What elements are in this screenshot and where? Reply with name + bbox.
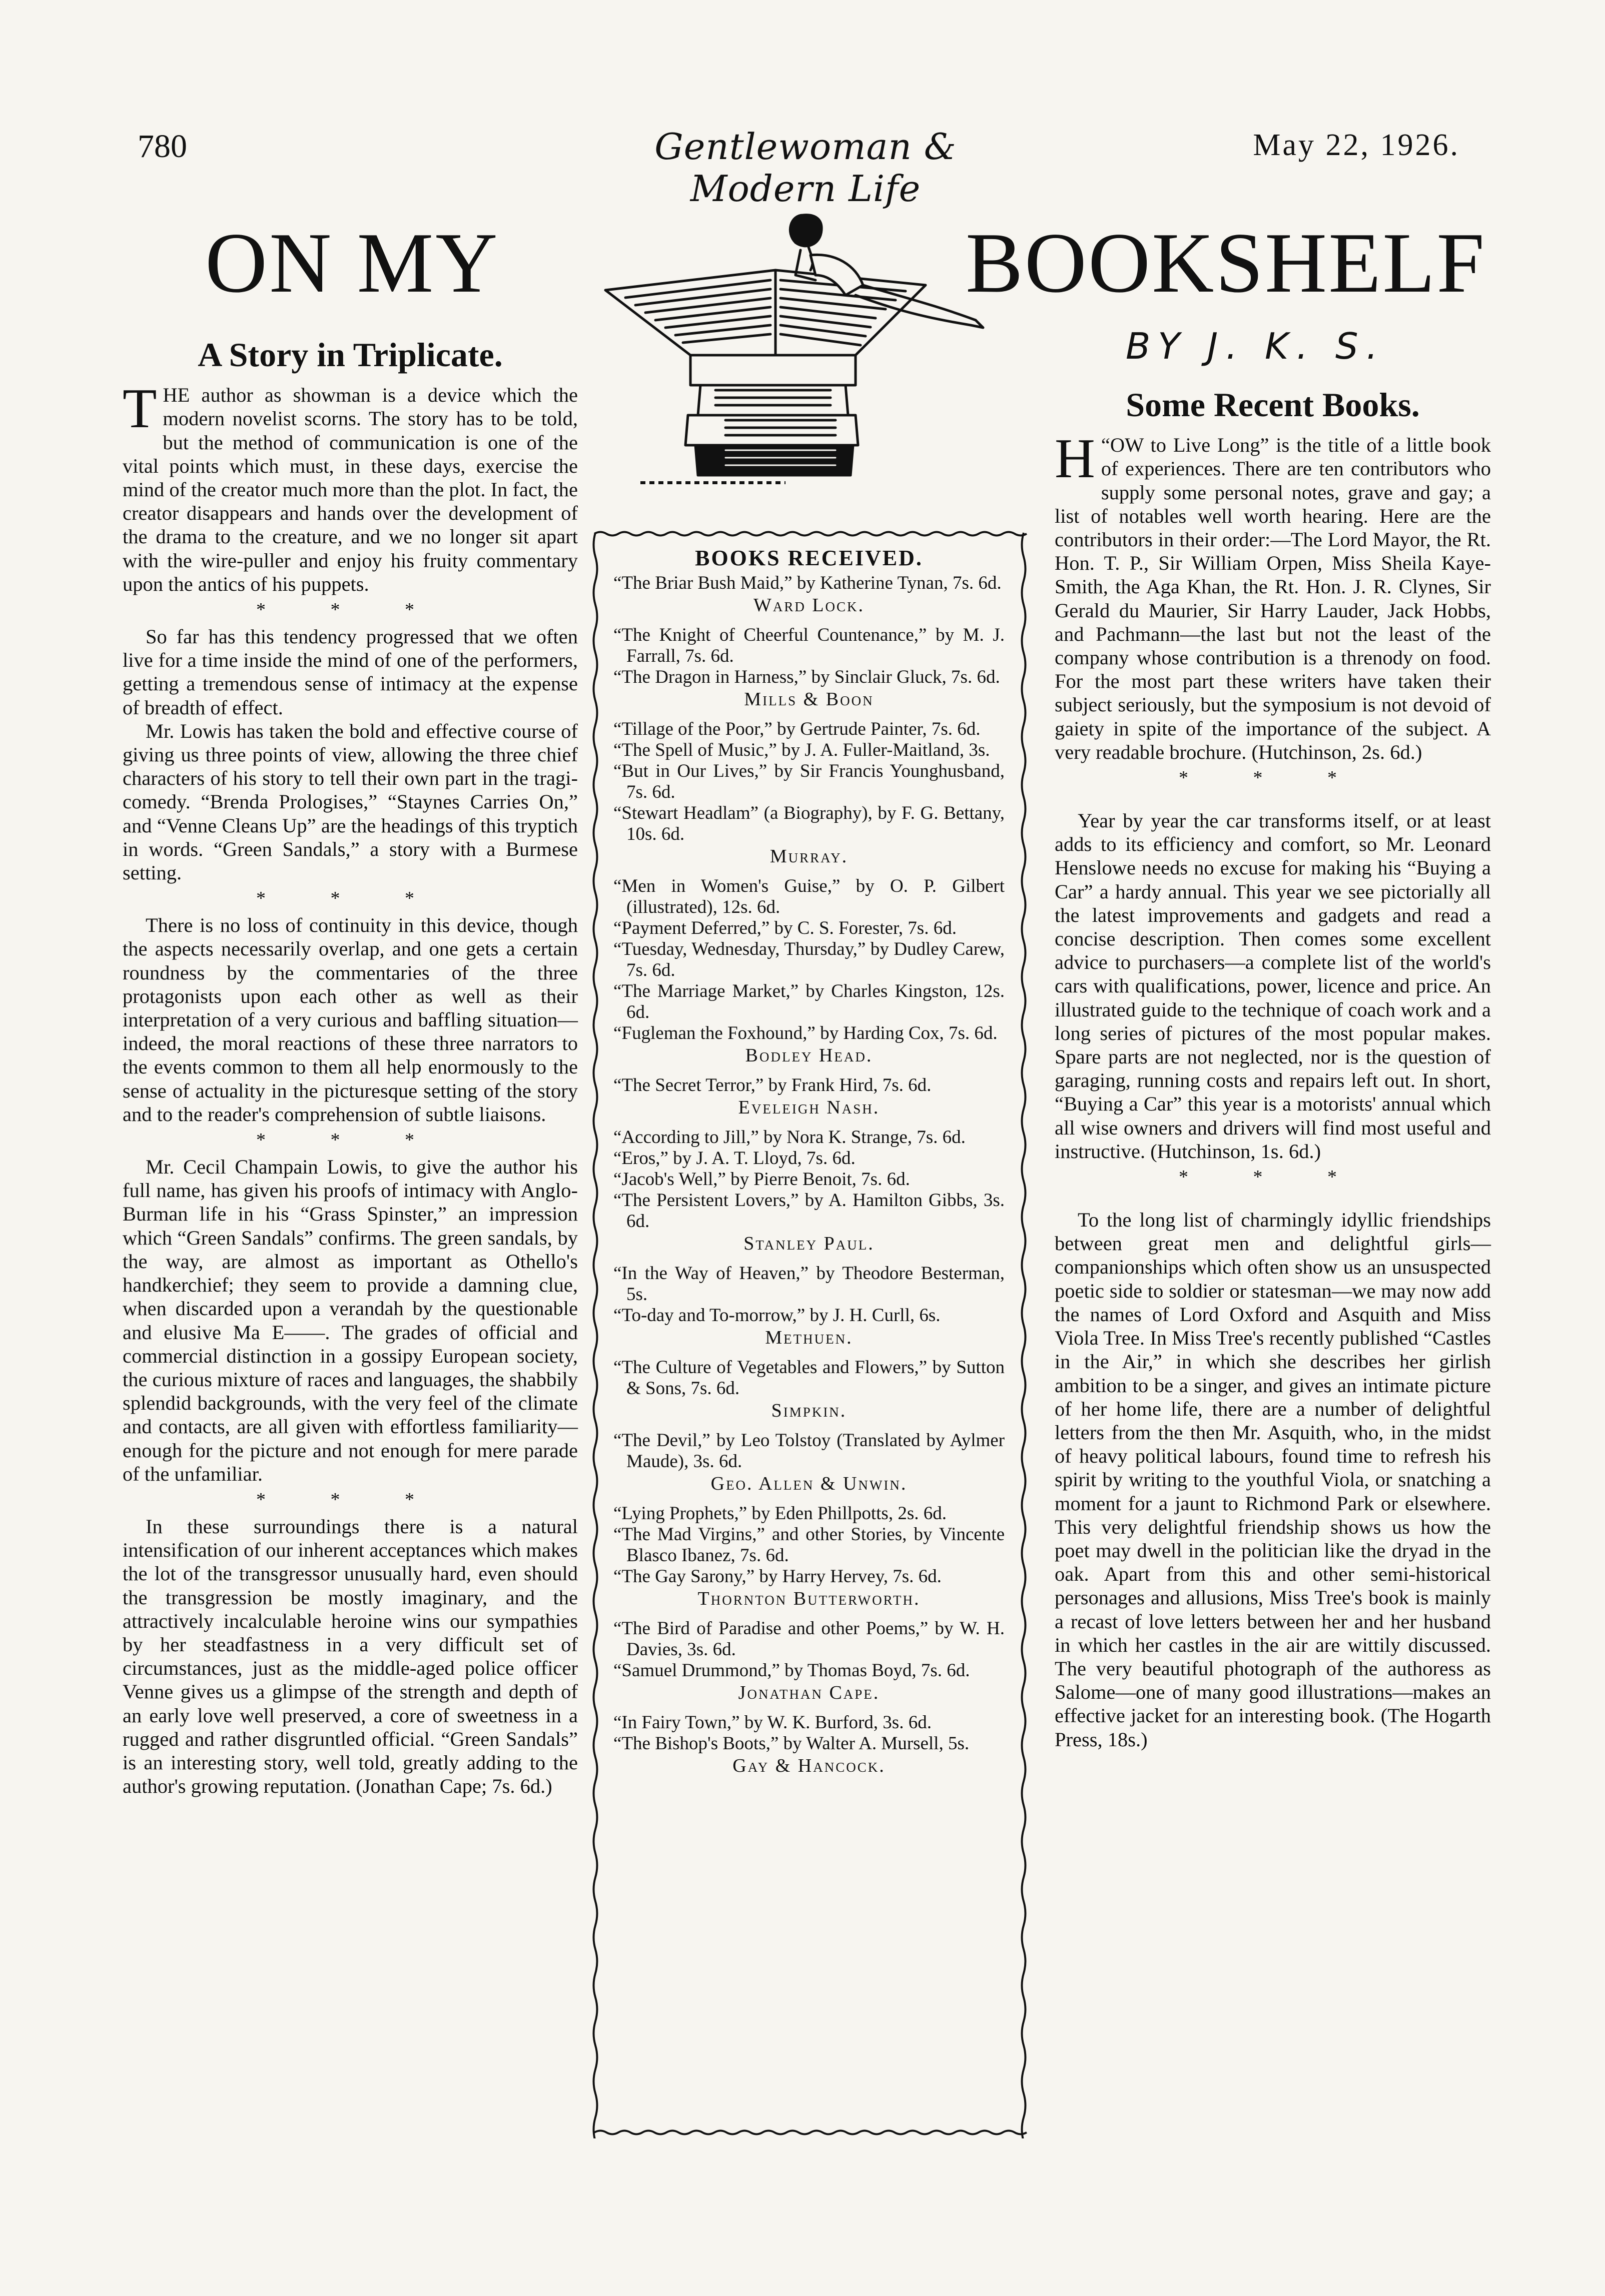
book-entry: “The Bird of Paradise and other Poems,” by W. H. Davies, 3s. 6d. [613, 1618, 1005, 1660]
section-divider: * * * [1179, 1167, 1367, 1188]
left-column [123, 335, 578, 1798]
publisher-name: Methuen. [765, 1327, 853, 1348]
paragraph: So far has this tendency progressed that we often live for a time inside the mind of one of the performers, getting a tremendous sense of intimacy at the expense of breadth of effect. [123, 625, 578, 719]
byline: BY J. K. S. [1126, 325, 1386, 367]
left-section-heading: A Story in Triplicate. [198, 336, 503, 374]
masthead: Gentlewoman & Modern Life [654, 126, 957, 210]
drop-cap: H [1055, 428, 1095, 490]
books-received-title: BOOKS RECEIVED. [695, 546, 923, 570]
books-list [613, 548, 1005, 1785]
books-received-box [589, 528, 1030, 2138]
section-divider: * * * [256, 888, 444, 909]
section-divider: * * * [256, 599, 444, 621]
book-entry: “In Fairy Town,” by W. K. Burford, 3s. 6d. [613, 1712, 932, 1733]
section-divider: * * * [256, 1129, 444, 1151]
paragraph [123, 378, 578, 596]
publisher-name: Jonathan Cape. [738, 1682, 880, 1703]
section-divider: * * * [256, 1489, 444, 1510]
paragraph: There is no loss of continuity in this device, though the aspects necessarily overlap, and one gets a certain roundness by the commentaries of the three protagonists upon each other as well as their interpretation of a very curious and baffling situation—indeed, the moral reactions of these three narrators to the events common to them all help enormously to the sense of actuality in the picturesque setting of the story and to the reader's comprehension of subtle liaisons. [123, 914, 578, 1125]
issue-date: May 22, 1926. [1253, 128, 1460, 162]
book-entry: “Payment Deferred,” by C. S. Forester, 7s. 6d. [613, 918, 957, 938]
book-entry: “Fugleman the Foxhound,” by Harding Cox, 7s. 6d. [613, 1023, 998, 1043]
paragraph-text: “OW to Live Long” is the title of a little book of experiences. There are ten contributors who supply some personal notes, grave and gay; a list of notables well worth hearing. Here are the contributors in their order:—The Lord Mayor, the Rt. Hon. T. P., Sir William Orpen, Miss Sheila Kaye-Smith, the Aga Khan, the Rt. Hon. J. R. Clynes, Sir Gerald du Maurier, Sir Harry Lauder, Jack Hobbs, and Pachmann—the last but not the least of the company whose contribution is a threnody on food. For the most part these writers have taken their subject seriously, but the symposium is not devoid of gaiety in spite of the importance of the subject. A very readable brochure. (Hutchinson, 2s. 6d.) [1055, 434, 1491, 763]
publisher-name: Thornton Butterworth. [697, 1588, 921, 1609]
book-entry: “The Bishop's Boots,” by Walter A. Mursell, 5s. [613, 1733, 970, 1754]
book-entry: “Stewart Headlam” (a Biography), by F. G. Bettany, 10s. 6d. [613, 803, 1005, 844]
book-entry: “The Knight of Cheerful Countenance,” by M. J. Farrall, 7s. 6d. [613, 625, 1005, 666]
publisher-name: Simpkin. [771, 1400, 847, 1421]
book-entry: “The Persistent Lovers,” by A. Hamilton Gibbs, 3s. 6d. [613, 1190, 1005, 1232]
paragraph: Mr. Lowis has taken the bold and effective course of giving us three points of view, allowing the three chief characters of his story to tell their own part in the tragi-comedy. “Brenda Prologises,” “Staynes Carries On,” and “Venne Cleans Up” are the headings of this tryptich in words. “Green Sandals,” a story with a Burmese setting. [123, 719, 578, 884]
book-entry: “In the Way of Heaven,” by Theodore Besterman, 5s. [613, 1263, 1005, 1305]
right-column [1055, 385, 1491, 1751]
title-left: ON MY [205, 216, 500, 311]
book-entry: “Jacob's Well,” by Pierre Benoit, 7s. 6d. [613, 1169, 910, 1190]
paragraph: Year by year the car transforms itself, or at least adds to its efficiency and comfort, so Mr. Leonard Henslowe needs no excuse for making his “Buying a Car” a hardy annual. This year we see pictorially all the latest improvements and gadgets and read a concise description. Then comes some excellent advice to purchasers—a complete list of the world's cars with qualifications, power, licence and price. An illustrated guide to the technique of coach work and a long series of pictures of the most popular makes. Spare parts are not neglected, nor is the question of garaging, running costs and repairs left out. In short, “Buying a Car” this year is a motorists' annual which all wise owners and drivers will find most useful and instructive. (Hutchinson, 1s. 6d.) [1055, 809, 1491, 1163]
paragraph: Mr. Cecil Champain Lowis, to give the author his full name, has given his proofs of intimacy with Anglo-Burman life in his “Grass Spinster,” an impression which “Green Sandals” confirms. The green sandals, by the way, are almost as important as Othello's handkerchief; they seem to provide a damning clue, when discarded upon a verandah by the questionable and elusive Ma E——. The grades of official and commercial distinction in a gossipy European society, the curious mixture of races and languages, the shabbily splendid backgrounds, with the very feel of the climate and contacts, are all given with effortless familiarity—enough for the picture and not enough for mere parade of the unfamiliar. [123, 1156, 578, 1485]
book-entry: “According to Jill,” by Nora K. Strange, 7s. 6d. [613, 1127, 966, 1147]
paragraph: In these surroundings there is a natural intensification of our inherent acceptances which makes the lot of the transgressor unusually hard, even should the transgression be mostly imaginary, and the attractively incalculable heroine wins our sympathies by her steadfastness in a very difficult set of circumstances, just as the middle-aged police officer Venne gives us a glimpse of the strength and depth of an early love well preserved, a core of sweetness in a rugged and rather disgruntled official. “Green Sandals” is an interesting story, well told, greatly adding to the author's growing reputation. (Jonathan Cape; 7s. 6d.) [123, 1515, 578, 1798]
book-entry: “Tuesday, Wednesday, Thursday,” by Dudley Carew, 7s. 6d. [613, 939, 1005, 980]
book-entry: “The Spell of Music,” by J. A. Fuller-Maitland, 3s. [613, 740, 990, 760]
publisher-name: Bodley Head. [745, 1045, 873, 1066]
book-entry: “Men in Women's Guise,” by O. P. Gilbert (illustrated), 12s. 6d. [613, 876, 1005, 917]
book-entry: “Eros,” by J. A. T. Lloyd, 7s. 6d. [613, 1148, 856, 1169]
book-entry: “But in Our Lives,” by Sir Francis Younghusband, 7s. 6d. [613, 761, 1005, 802]
book-entry: “Lying Prophets,” by Eden Phillpotts, 2s. 6d. [613, 1503, 947, 1524]
paragraph [1055, 428, 1491, 764]
section-divider: * * * [1179, 767, 1367, 789]
publisher-name: Gay & Hancock. [732, 1755, 886, 1776]
publisher-name: Murray. [769, 846, 849, 867]
book-entry: “To-day and To-morrow,” by J. H. Curll, 6s. [613, 1305, 941, 1326]
drop-cap: T [123, 378, 157, 440]
title-right: BOOKSHELF [966, 216, 1486, 311]
publisher-name: Ward Lock. [753, 595, 865, 616]
book-entry: “The Secret Terror,” by Frank Hird, 7s. 6d. [613, 1075, 932, 1095]
book-entry: “The Devil,” by Leo Tolstoy (Translated by Aylmer Maude), 3s. 6d. [613, 1430, 1005, 1472]
reading-woman-illustration [575, 205, 986, 505]
book-groups [613, 573, 1005, 1776]
book-entry: “The Dragon in Harness,” by Sinclair Gluck, 7s. 6d. [613, 667, 1000, 687]
book-entry: “The Culture of Vegetables and Flowers,” by Sutton & Sons, 7s. 6d. [613, 1357, 1005, 1399]
page-number: 780 [138, 128, 187, 165]
paragraph: To the long list of charmingly idyllic friendships between great men and delightful girls—companionships which often show us an unsuspected poetic side to soldier or statesman—we may now add the names of Lord Oxford and Asquith and Miss Viola Tree. In Miss Tree's recently published “Castles in the Air,” in which she describes her girlish ambition to be a singer, and gives an intimate picture of her home life, there are a number of delightful letters from the then Mr. Asquith, who, in the midst of heavy political labours, found time to refresh his spirit by writing to the youthful Viola, or snatching a moment for a jaunt to Richmond Park or elsewhere. This very delightful friendship shows us how the poet may dwell in the politician like the dryad in the oak. Apart from this and other semi-historical personages and allusions, Miss Tree's book is mainly a recast of love letters between her and her husband in which her castles in the air are wittily discussed. The very beautiful photograph of the authoress as Salome—one of many good illustrations—makes an effective jacket for an interesting book. (The Hogarth Press, 18s.) [1055, 1209, 1491, 1751]
book-entry: “Tillage of the Poor,” by Gertrude Painter, 7s. 6d. [613, 719, 981, 739]
book-entry: “The Mad Virgins,” and other Stories, by Vincente Blasco Ibanez, 7s. 6d. [613, 1524, 1005, 1566]
publisher-name: Stanley Paul. [743, 1233, 875, 1254]
book-entry: “The Gay Sarony,” by Harry Hervey, 7s. 6d. [613, 1566, 942, 1587]
page-header [0, 126, 1605, 210]
paragraph-text: HE author as showman is a device which the modern novelist scorns. The story has to be told, but the method of communication is one of the vital points which must, in these days, exercise the mind of the creator much more than the plot. In fact, the creator disappears and hands over the development of the drama to the creature, and we no longer sit apart with the wire-puller and enjoy his fruity commentary upon the antics of his puppets. [123, 384, 578, 595]
publisher-name: Eveleigh Nash. [738, 1097, 880, 1118]
book-entry: “Samuel Drummond,” by Thomas Boyd, 7s. 6d. [613, 1660, 970, 1681]
book-entry: “The Briar Bush Maid,” by Katherine Tynan, 7s. 6d. [613, 573, 1002, 593]
book-entry: “The Marriage Market,” by Charles Kingston, 12s. 6d. [613, 981, 1005, 1022]
right-section-heading: Some Recent Books. [1126, 386, 1420, 424]
publisher-name: Geo. Allen & Unwin. [710, 1473, 908, 1494]
publisher-name: Mills & Boon [744, 689, 874, 710]
